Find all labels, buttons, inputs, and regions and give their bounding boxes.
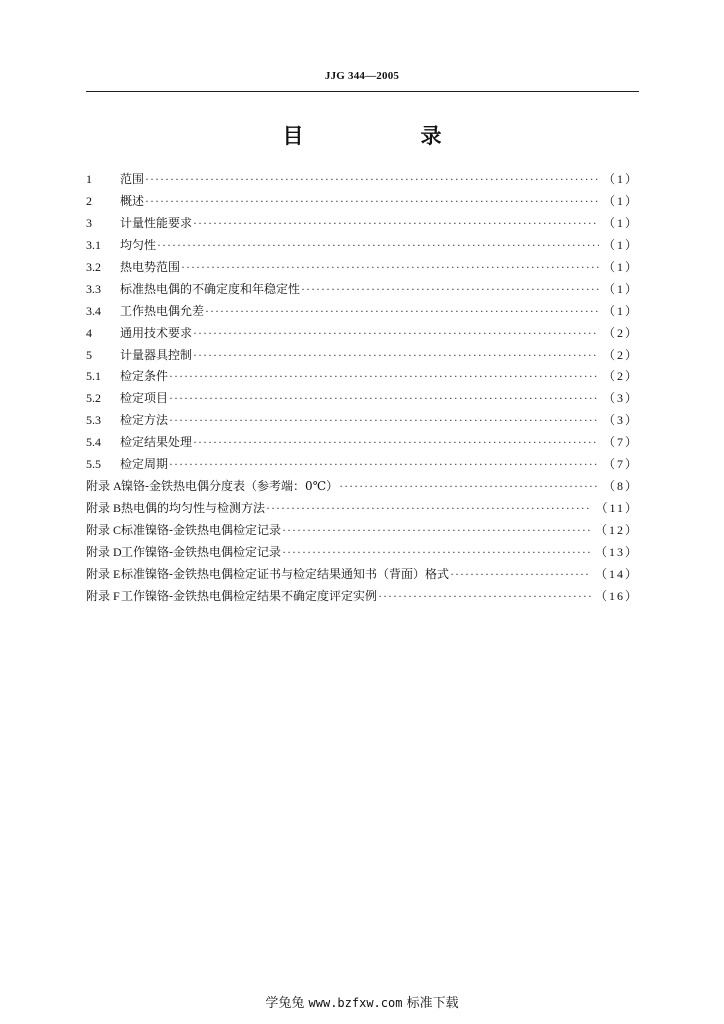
toc-entry[interactable]	[86, 542, 639, 564]
toc-entry-page: （3）	[602, 391, 639, 406]
toc-entry-number: 3.2	[86, 259, 101, 274]
toc-entry-page: （14）	[594, 566, 639, 581]
toc-entry[interactable]	[86, 235, 639, 257]
toc-entry-title: 概述	[120, 193, 145, 208]
toc-dot-leader	[301, 279, 599, 301]
toc-entry-title: 范围	[120, 172, 145, 186]
toc-entry-number: 附录 B	[86, 501, 122, 516]
toc-entry[interactable]	[86, 410, 639, 432]
toc-entry-number: 3	[86, 215, 92, 230]
toc-entry-title: 热电势范围	[120, 259, 181, 274]
toc-entry[interactable]	[86, 301, 639, 323]
toc-dot-leader	[339, 476, 599, 498]
toc-entry-title: 镍铬-金铁热电偶分度表（参考端：0℃）	[121, 479, 339, 494]
toc-entry-page: （12）	[594, 523, 639, 537]
toc-entry[interactable]	[86, 498, 639, 520]
toc-entry[interactable]	[86, 586, 639, 608]
toc-entry[interactable]	[86, 279, 639, 301]
toc-entry-page: （16）	[594, 588, 639, 603]
toc-entry-number: 3.4	[86, 303, 101, 318]
toc-entry-number: 5.5	[86, 457, 101, 472]
footer	[0, 992, 724, 1011]
toc-entry-number: 5.4	[86, 435, 101, 450]
toc-entry-number: 附录 D	[86, 544, 122, 559]
toc-entry-title: 工作镍铬-金铁热电偶检定结果不确定度评定实例	[121, 588, 378, 603]
toc-entry[interactable]	[86, 564, 639, 586]
toc-dot-leader	[145, 191, 599, 213]
toc-dot-leader	[193, 213, 599, 235]
toc-dot-leader	[282, 542, 591, 564]
toc-entry-number: 2	[86, 193, 92, 208]
toc-dot-leader	[266, 498, 591, 520]
toc-entry-title: 计量性能要求	[120, 215, 193, 230]
toc-entry-number: 5.1	[86, 369, 101, 384]
toc-entry[interactable]	[86, 345, 639, 367]
toc-dot-leader	[181, 257, 599, 279]
toc-entry-page: （7）	[602, 435, 639, 450]
toc-entry-page: （1）	[602, 172, 639, 186]
toc-entry[interactable]	[86, 169, 639, 191]
toc-entry-title: 标准镍铬-金铁热电偶检定记录	[121, 523, 282, 537]
toc-entry-page: （13）	[594, 544, 639, 559]
toc-dot-leader	[205, 301, 599, 323]
toc-entry-page: （11）	[595, 501, 639, 516]
toc-entry-title: 检定方法	[120, 413, 169, 428]
toc-entry-page: （2）	[602, 325, 639, 340]
toc-dot-leader	[169, 410, 599, 432]
toc-entry-number: 5.3	[86, 413, 101, 428]
toc-entry-number: 附录 A	[86, 479, 122, 494]
toc-entry-page: （7）	[602, 457, 639, 472]
toc-entry-number: 附录 E	[86, 566, 121, 581]
toc-entry-page: （1）	[602, 303, 639, 318]
toc-entry-page: （1）	[602, 193, 639, 208]
footer-url-link[interactable]: www.bzfxw.com	[308, 996, 403, 1010]
toc-entry[interactable]	[86, 520, 639, 542]
toc-entry-number: 附录 F	[86, 588, 120, 603]
header-rule	[86, 91, 639, 92]
toc-dot-leader	[169, 366, 599, 388]
toc-dot-leader	[282, 520, 591, 542]
toc-entry[interactable]	[86, 257, 639, 279]
toc-dot-leader	[193, 432, 599, 454]
toc-entry-title: 标准镍铬-金铁热电偶检定证书与检定结果通知书（背面）格式	[121, 566, 450, 581]
toc-entry-number: 附录 C	[86, 523, 122, 537]
toc-entry-page: （1）	[602, 215, 639, 230]
toc-entry[interactable]	[86, 432, 639, 454]
toc-entry-title: 检定周期	[120, 457, 169, 472]
toc-entry-number: 4	[86, 325, 92, 340]
toc-entry[interactable]	[86, 323, 639, 345]
table-of-contents	[86, 169, 639, 608]
toc-dot-leader	[378, 586, 591, 608]
toc-dot-leader	[193, 345, 599, 367]
toc-entry-page: （3）	[602, 413, 639, 428]
toc-dot-leader	[157, 235, 599, 257]
toc-entry-page: （1）	[602, 237, 639, 252]
toc-entry-title: 通用技术要求	[120, 325, 193, 340]
toc-entry-title: 检定条件	[120, 369, 169, 384]
toc-entry-title: 工作镍铬-金铁热电偶检定记录	[121, 544, 282, 559]
toc-entry-number: 1	[86, 172, 92, 186]
standard-code: JJG 344—2005	[324, 70, 400, 82]
toc-entry-title: 检定项目	[120, 391, 169, 406]
footer-tagline: 标准下载	[406, 996, 459, 1011]
toc-dot-leader	[169, 454, 599, 476]
toc-entry-title: 工作热电偶允差	[120, 303, 205, 318]
toc-entry-title: 标准热电偶的不确定度和年稳定性	[120, 281, 301, 296]
toc-entry[interactable]	[86, 454, 639, 476]
toc-entry-number: 3.3	[86, 281, 101, 296]
toc-entry-page: （2）	[602, 347, 639, 362]
toc-entry[interactable]	[86, 476, 639, 498]
toc-entry-number: 5.2	[86, 391, 101, 406]
toc-entry-title: 计量器具控制	[120, 347, 193, 362]
toc-entry-title: 检定结果处理	[120, 435, 193, 450]
toc-entry-number: 3.1	[86, 237, 101, 252]
toc-entry-number: 5	[86, 347, 92, 362]
page-title: 目 录	[282, 124, 490, 148]
footer-site-name: 学兔兔	[265, 996, 305, 1011]
toc-entry[interactable]	[86, 388, 639, 410]
toc-entry[interactable]	[86, 213, 639, 235]
toc-dot-leader	[193, 323, 599, 345]
toc-entry[interactable]	[86, 366, 639, 388]
toc-dot-leader	[169, 388, 599, 410]
toc-entry[interactable]	[86, 191, 639, 213]
toc-entry-page: （2）	[602, 369, 639, 384]
toc-dot-leader	[145, 169, 599, 191]
toc-entry-page: （1）	[602, 259, 639, 274]
toc-entry-page: （8）	[602, 479, 639, 494]
toc-entry-page: （1）	[602, 281, 639, 296]
toc-entry-title: 均匀性	[120, 237, 157, 252]
toc-entry-title: 热电偶的均匀性与检测方法	[121, 501, 266, 516]
toc-dot-leader	[450, 564, 591, 586]
